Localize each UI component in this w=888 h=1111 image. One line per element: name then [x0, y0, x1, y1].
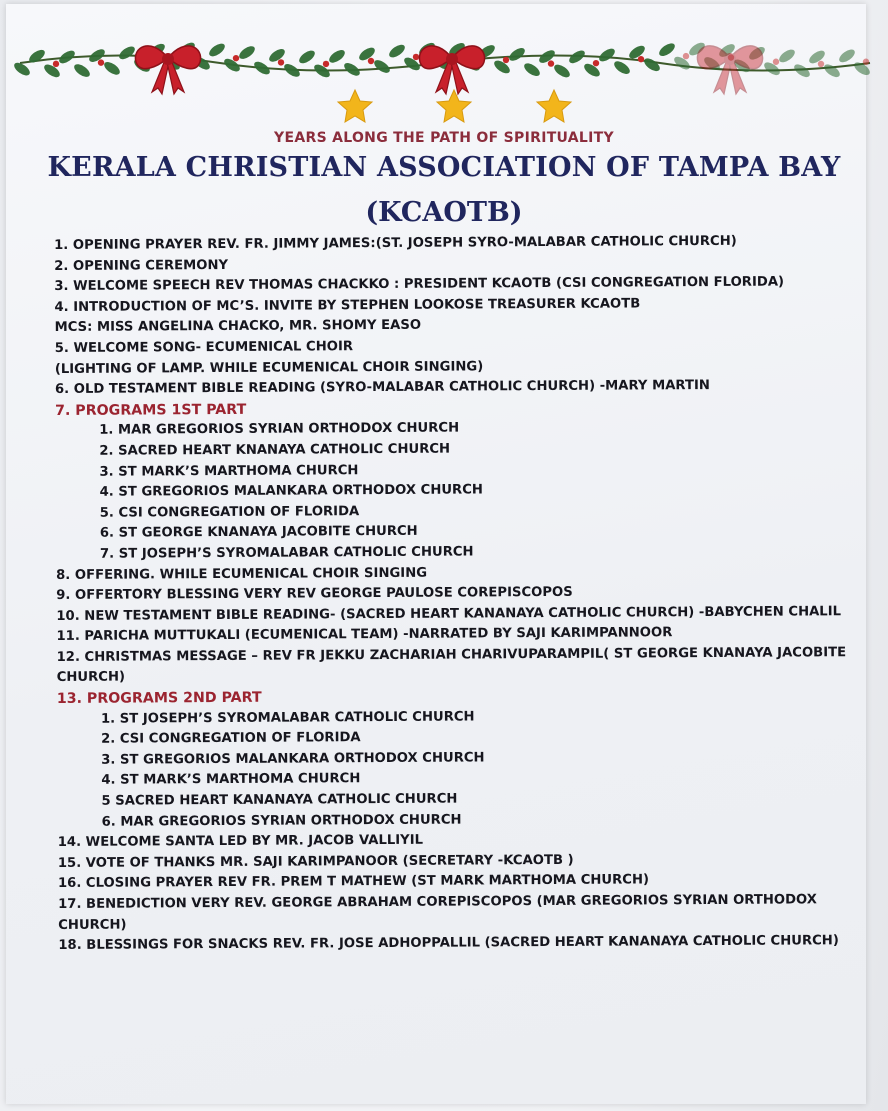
program-item: 18. BLESSINGS FOR SNACKS REV. FR. JOSE ADHOPPALLIL (SACRED HEART KANANAYA CATHOLIC CHURCH) — [58, 933, 839, 954]
program-list — [54, 231, 868, 957]
holly-leaf-icon — [837, 47, 857, 65]
program-item: 5. WELCOME SONG- ECUMENICAL CHOIR — [54, 339, 354, 356]
program-item: 4. INTRODUCTION OF MC’S. INVITE BY STEPHEN LOOKOSE TREASURER KCAOTB — [54, 296, 641, 315]
program-item: 1. OPENING PRAYER REV. FR. JIMMY JAMES:(ST. JOSEPH SYRO-MALABAR CATHOLIC CHURCH) — [54, 233, 737, 253]
berry-icon — [683, 53, 689, 59]
holly-leaf-icon — [372, 58, 392, 76]
berry-icon — [53, 61, 59, 67]
part2-item: 3. ST GREGORIOS MALANKARA ORTHODOX CHURCH — [101, 750, 485, 768]
part1-item: 4. ST GREGORIOS MALANKARA ORTHODOX CHURCH — [99, 482, 483, 500]
berry-icon — [863, 59, 869, 65]
program-item: 14. WELCOME SANTA LED BY MR. JACOB VALLIYIL — [57, 832, 424, 851]
holly-leaf-icon — [507, 46, 527, 64]
berry-icon — [278, 59, 284, 65]
holly-leaf-icon — [237, 44, 257, 62]
berry-icon — [593, 60, 599, 66]
program-item: 3. WELCOME SPEECH REV THOMAS CHACKKO : PRESIDENT KCAOTB (CSI CONGREGATION FLORIDA) — [54, 274, 785, 295]
program-item: 16. CLOSING PRAYER REV FR. PREM T MATHEW (ST MARK MARTHOMA CHURCH) — [57, 872, 650, 892]
berry-icon — [413, 54, 419, 60]
stars-row — [0, 86, 888, 128]
program-item: 17. BENEDICTION VERY REV. GEORGE ABRAHAM COREPISCOPOS (MAR GREGORIOS SYRIAN ORTHODOX CHURCH) — [58, 892, 817, 933]
program-item: MCS: MISS ANGELINA CHACKO, MR. SHOMY EASO — [54, 318, 422, 336]
holly-leaf-icon — [612, 59, 632, 77]
program-item: 2. OPENING CEREMONY — [54, 257, 229, 274]
part2-item: 4. ST MARK’S MARTHOMA CHURCH — [101, 771, 361, 789]
page-subtitle: YEARS ALONG THE PATH OF SPIRITUALITY — [274, 130, 614, 146]
part1-item: 1. MAR GREGORIOS SYRIAN ORTHODOX CHURCH — [99, 420, 460, 439]
holly-leaf-icon — [822, 62, 842, 80]
holly-leaf-icon — [777, 47, 797, 65]
program-item: 6. OLD TESTAMENT BIBLE READING (SYRO-MALABAR CATHOLIC CHURCH) -MARY MARTIN — [54, 378, 710, 398]
part1-item: 2. SACRED HEART KNANAYA CATHOLIC CHURCH — [99, 441, 451, 459]
part2-item: 6. MAR GREGORIOS SYRIAN ORTHODOX CHURCH — [101, 812, 462, 830]
berry-icon — [818, 61, 824, 67]
holly-leaf-icon — [207, 41, 227, 59]
page-title: KERALA CHRISTIAN ASSOCIATION OF TAMPA BAY — [47, 152, 841, 183]
holly-leaf-icon — [327, 48, 347, 66]
gold-star-icon — [437, 90, 471, 122]
berry-icon — [323, 61, 329, 67]
program-item: 12. CHRISTMAS MESSAGE – REV FR JEKKU ZACHARIAH CHARIVUPARAMPIL( ST GEORGE KNANAYA JACOBITE CHURCH) — [56, 645, 847, 686]
berry-icon — [98, 59, 104, 65]
section-heading-part-1: 7. PROGRAMS 1ST PART — [55, 401, 247, 419]
part1-item: 7. ST JOSEPH’S SYROMALABAR CATHOLIC CHURCH — [99, 544, 474, 562]
program-item: 8. OFFERING. WHILE ECUMENICAL CHOIR SINGING — [56, 565, 428, 583]
section-heading-part-2: 13. PROGRAMS 2ND PART — [56, 689, 262, 708]
holly-leaf-icon — [552, 62, 572, 80]
holly-leaf-icon — [117, 44, 137, 62]
berry-icon — [773, 59, 779, 65]
program-item: 9. OFFERTORY BLESSING VERY REV GEORGE PAULOSE COREPISCOPOS — [56, 584, 573, 604]
part1-item: 5. CSI CONGREGATION OF FLORIDA — [99, 503, 360, 521]
berry-icon — [503, 57, 509, 63]
holly-leaf-icon — [522, 61, 542, 79]
berry-icon — [638, 56, 644, 62]
part2-item: 5 SACRED HEART KANANAYA CATHOLIC CHURCH — [101, 791, 458, 809]
gold-star-icon — [537, 90, 571, 122]
gold-star-icon — [338, 90, 372, 122]
holly-leaf-icon — [297, 48, 317, 66]
holly-leaf-icon — [597, 46, 617, 64]
holly-leaf-icon — [387, 42, 407, 60]
program-item: 15. VOTE OF THANKS MR. SAJI KARIMPANOOR (SECRETARY -KCAOTB ) — [57, 852, 574, 871]
part1-item: 6. ST GEORGE KNANAYA JACOBITE CHURCH — [99, 524, 418, 542]
page-title-abbreviation: (KCAOTB) — [365, 197, 523, 228]
holly-leaf-icon — [72, 62, 92, 80]
berry-icon — [548, 60, 554, 66]
berry-icon — [368, 58, 374, 64]
program-item: 10. NEW TESTAMENT BIBLE READING- (SACRED HEART KANANAYA CATHOLIC CHURCH) -BABYCHEN CHALIL — [56, 603, 842, 624]
holly-leaf-icon — [642, 56, 662, 74]
program-item: (LIGHTING OF LAMP. WHILE ECUMENICAL CHOIR SINGING) — [54, 358, 484, 377]
program-item: 11. PARICHA MUTTUKALI (ECUMENICAL TEAM) -NARRATED BY SAJI KARIMPANNOOR — [56, 625, 673, 645]
holly-leaf-icon — [102, 59, 122, 77]
part2-item: 2. CSI CONGREGATION OF FLORIDA — [101, 730, 361, 747]
berry-icon — [233, 55, 239, 61]
part2-item: 1. ST JOSEPH’S SYROMALABAR CATHOLIC CHURCH — [100, 709, 475, 727]
holly-leaf-icon — [657, 41, 677, 59]
part1-item: 3. ST MARK’S MARTHOMA CHURCH — [99, 462, 359, 480]
